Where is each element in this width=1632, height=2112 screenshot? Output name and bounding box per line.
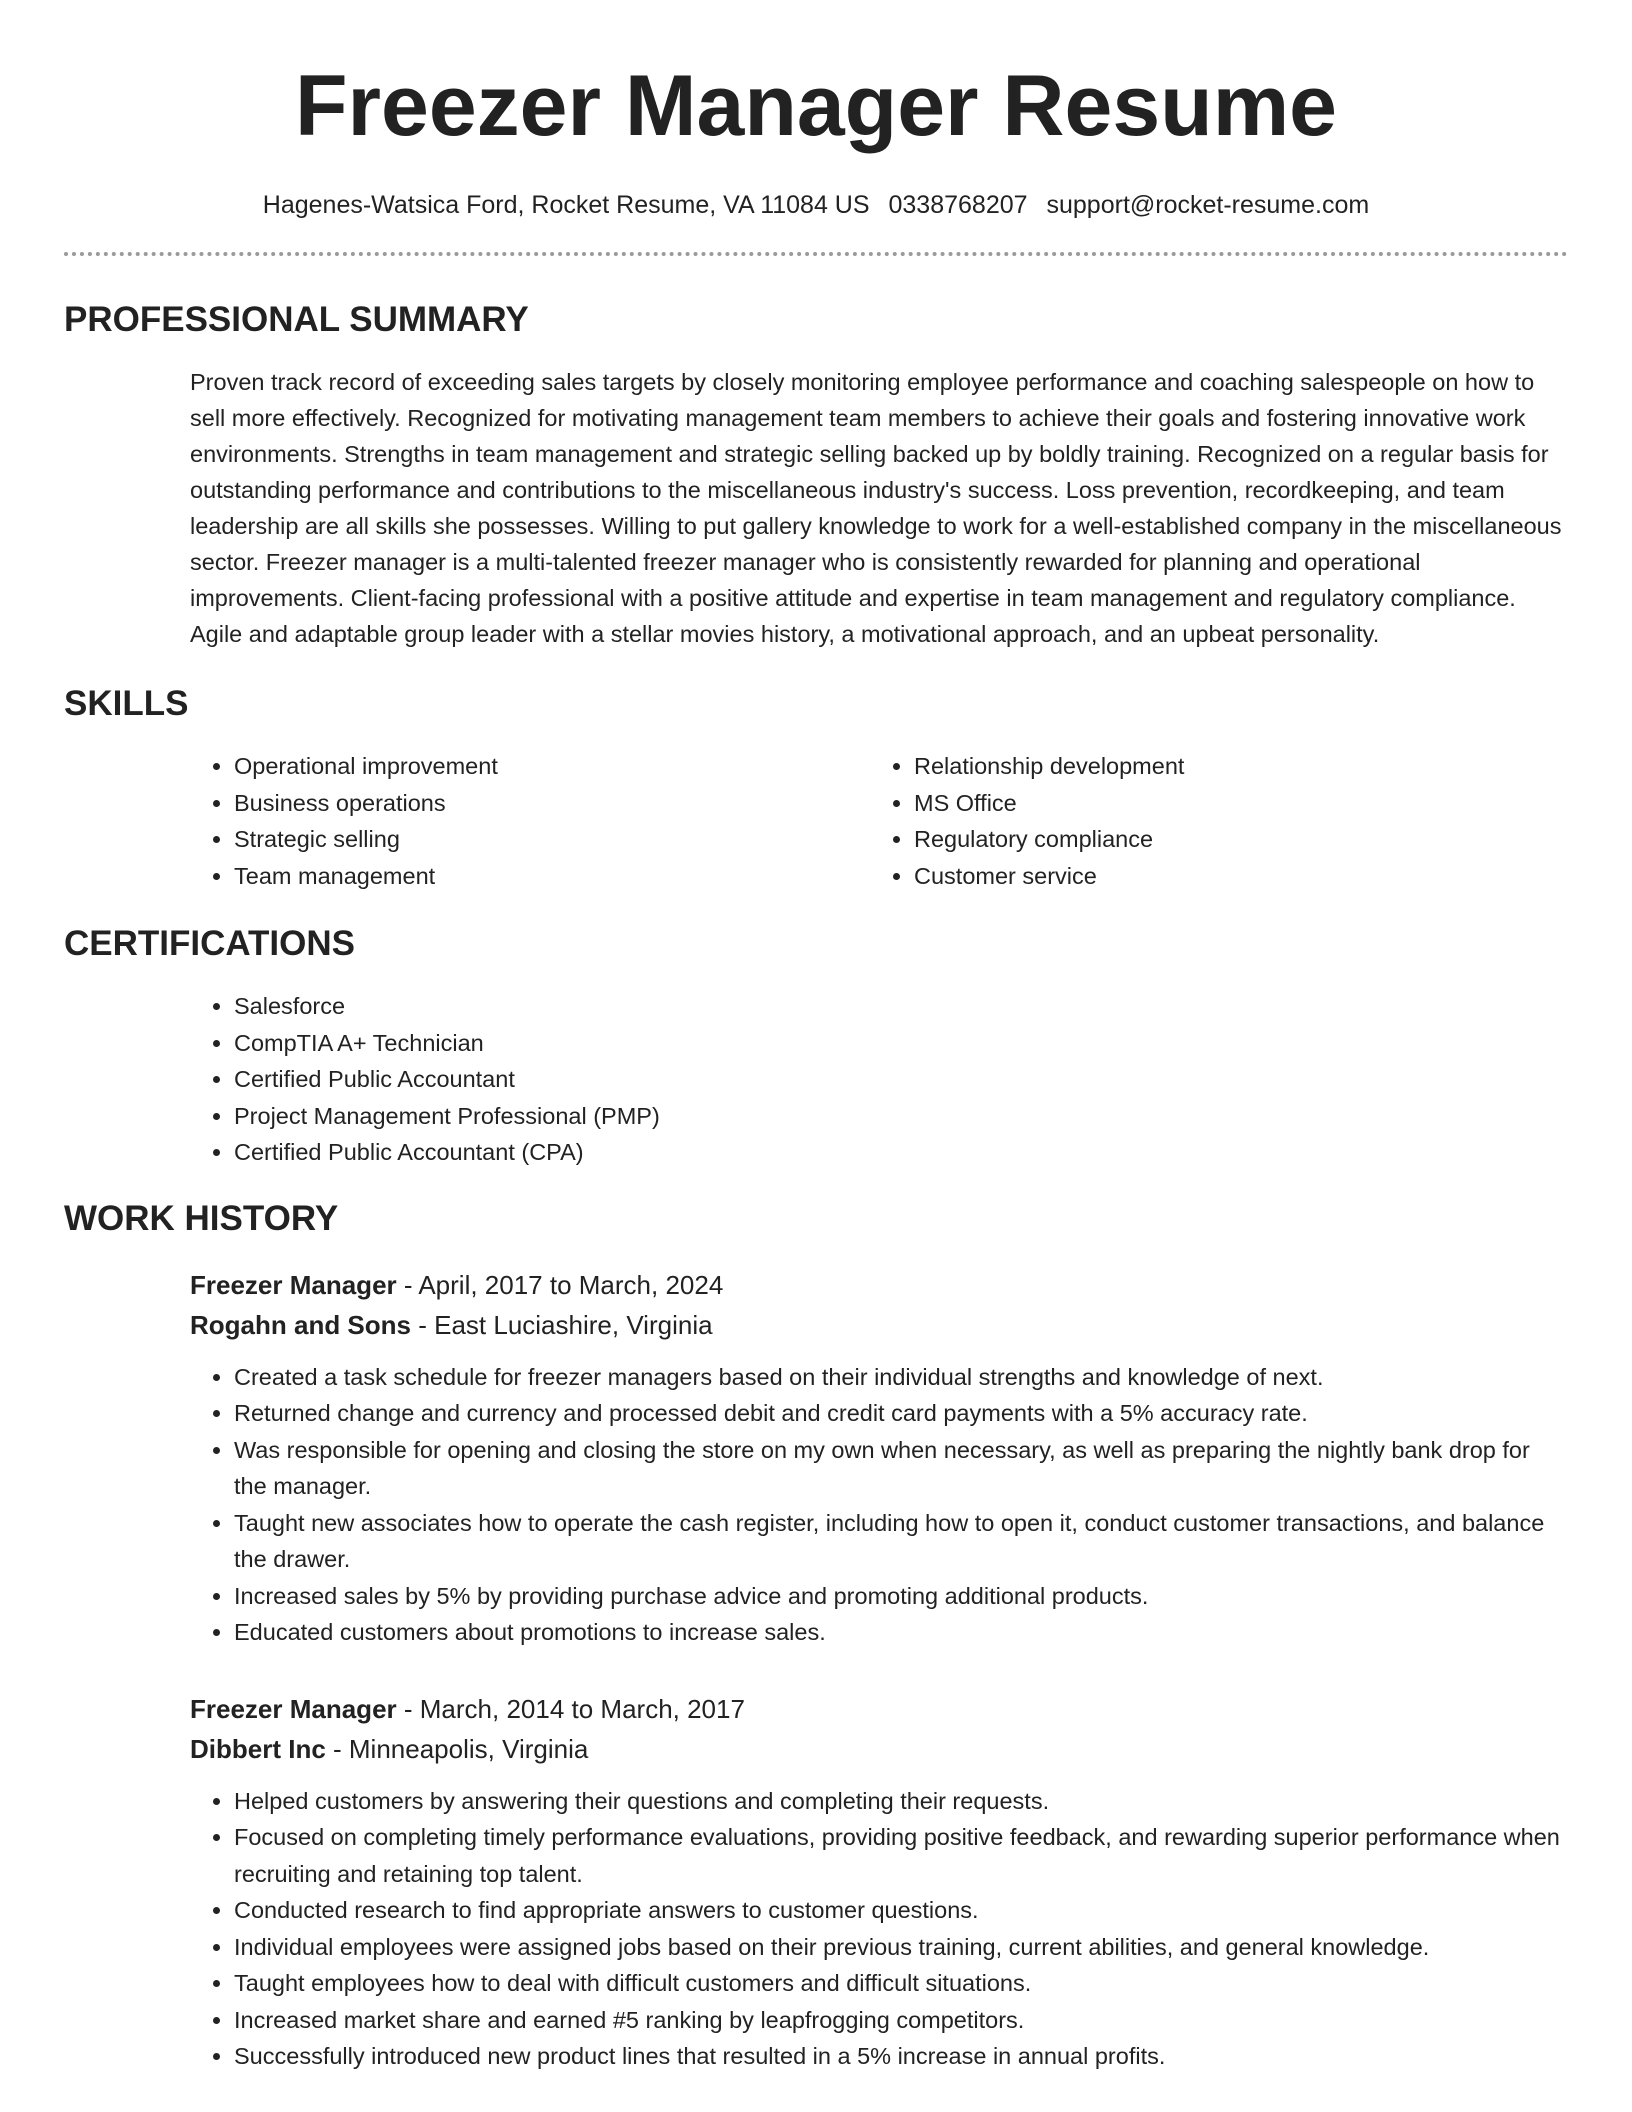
job-bullet: • Helped customers by answering their questions and completing their requests. [234, 1783, 1568, 1820]
certification-item: • Certified Public Accountant [234, 1061, 1568, 1098]
job-title-line [190, 1265, 1568, 1305]
job-bullet: • Increased market share and earned #5 ranking by leapfrogging competitors. [234, 2002, 1568, 2039]
job-bullet: • Conducted research to find appropriate answers to customer questions. [234, 1892, 1568, 1929]
skill-item: • Team management [234, 858, 870, 895]
job-bullet: • Increased sales by 5% by providing purchase advice and promoting additional products. [234, 1578, 1568, 1615]
header-divider [64, 252, 1568, 256]
job-company: Dibbert Inc [190, 1733, 326, 1764]
skills-list-right [870, 748, 1550, 894]
job-bullet: • Educated customers about promotions to increase sales. [234, 1614, 1568, 1651]
resume-title: Freezer Manager Resume [295, 58, 1337, 154]
summary-text: Proven track record of exceeding sales targets by closely monitoring employee performance and coaching salespeople on how to sell more effectively. Recognized for motivating management team members to achieve their goals and fostering innovative work environments. Strengths in team management and strategic selling backed up by boldly training. Recognized on a regular basis for outstanding performance and contributions to the miscellaneous industry's success. Loss prevention, recordkeeping, and team leadership are all skills she possesses. Willing to put gallery knowledge to work for a well-established company in the miscellaneous sector. Freezer manager is a multi-talented freezer manager who is consistently rewarded for planning and operational improvements. Client-facing professional with a positive attitude and expertise in team management and regulatory compliance. Agile and adaptable group leader with a stellar movies history, a motivational approach, and an upbeat personality. [190, 369, 1562, 647]
certification-item: • CompTIA A+ Technician [234, 1025, 1568, 1062]
certification-item: • Certified Public Accountant (CPA) [234, 1134, 1568, 1171]
job-bullet: • Created a task schedule for freezer managers based on their individual strengths and knowledge of next. [234, 1359, 1568, 1396]
job-bullet: • Taught new associates how to operate the cash register, including how to open it, conduct customer transactions, and balance the drawer. [234, 1505, 1568, 1578]
skill-item: • Relationship development [914, 748, 1550, 785]
skills-grid [190, 748, 1568, 894]
job-entry [190, 1689, 1568, 2075]
skill-item: • Customer service [914, 858, 1550, 895]
job-title: Freezer Manager [190, 1269, 397, 1300]
skill-item: • Operational improvement [234, 748, 870, 785]
contact-line [64, 188, 1568, 222]
job-bullets [190, 1359, 1568, 1651]
job-title: Freezer Manager [190, 1693, 397, 1724]
job-location: - Minneapolis, Virginia [325, 1733, 589, 1764]
skill-item: • Regulatory compliance [914, 821, 1550, 858]
certifications-list [190, 988, 1568, 1171]
skill-item: • Business operations [234, 785, 870, 822]
job-company: Rogahn and Sons [190, 1309, 411, 1340]
skills-list-left [190, 748, 870, 894]
certification-item: • Project Management Professional (PMP) [234, 1098, 1568, 1135]
job-bullets [190, 1783, 1568, 2075]
skills-column-left [190, 748, 870, 894]
job-bullet: • Individual employees were assigned jobs based on their previous training, current abilities, and general knowledge. [234, 1929, 1568, 1966]
skill-item: • Strategic selling [234, 821, 870, 858]
skill-item: • MS Office [914, 785, 1550, 822]
job-bullet: • Successfully introduced new product lines that resulted in a 5% increase in annual profits. [234, 2038, 1568, 2075]
skills-column-right [870, 748, 1550, 894]
job-bullet: • Taught employees how to deal with difficult customers and difficult situations. [234, 1965, 1568, 2002]
job-bullet: • Focused on completing timely performance evaluations, providing positive feedback, and rewarding superior performance when recruiting and retaining top talent. [234, 1819, 1568, 1892]
job-dates: - April, 2017 to March, 2024 [396, 1269, 724, 1300]
job-location: - East Luciashire, Virginia [411, 1309, 713, 1340]
job-dates: - March, 2014 to March, 2017 [396, 1693, 745, 1724]
contact-email[interactable]: support@rocket-resume.com [1046, 191, 1370, 219]
contact-phone: 0338768207 [888, 191, 1028, 219]
job-company-line [190, 1305, 1568, 1345]
contact-address: Hagenes-Watsica Ford, Rocket Resume, VA 11084 US [262, 191, 870, 219]
certifications-section [190, 988, 1568, 1171]
skills-heading: SKILLS [64, 684, 189, 723]
job-entry [190, 1265, 1568, 1651]
summary-heading: PROFESSIONAL SUMMARY [64, 300, 529, 339]
certification-item: • Salesforce [234, 988, 1568, 1025]
job-bullet-list [190, 1783, 1568, 2075]
job-title-line [190, 1689, 1568, 1729]
job-bullet-list [190, 1359, 1568, 1651]
job-company-line [190, 1729, 1568, 1769]
certifications-heading: CERTIFICATIONS [64, 924, 356, 963]
job-bullet: • Was responsible for opening and closing the store on my own when necessary, as well as preparing the nightly bank drop for the manager. [234, 1432, 1568, 1505]
job-bullet: • Returned change and currency and processed debit and credit card payments with a 5% accuracy rate. [234, 1395, 1568, 1432]
work-history-heading: WORK HISTORY [64, 1198, 339, 1238]
